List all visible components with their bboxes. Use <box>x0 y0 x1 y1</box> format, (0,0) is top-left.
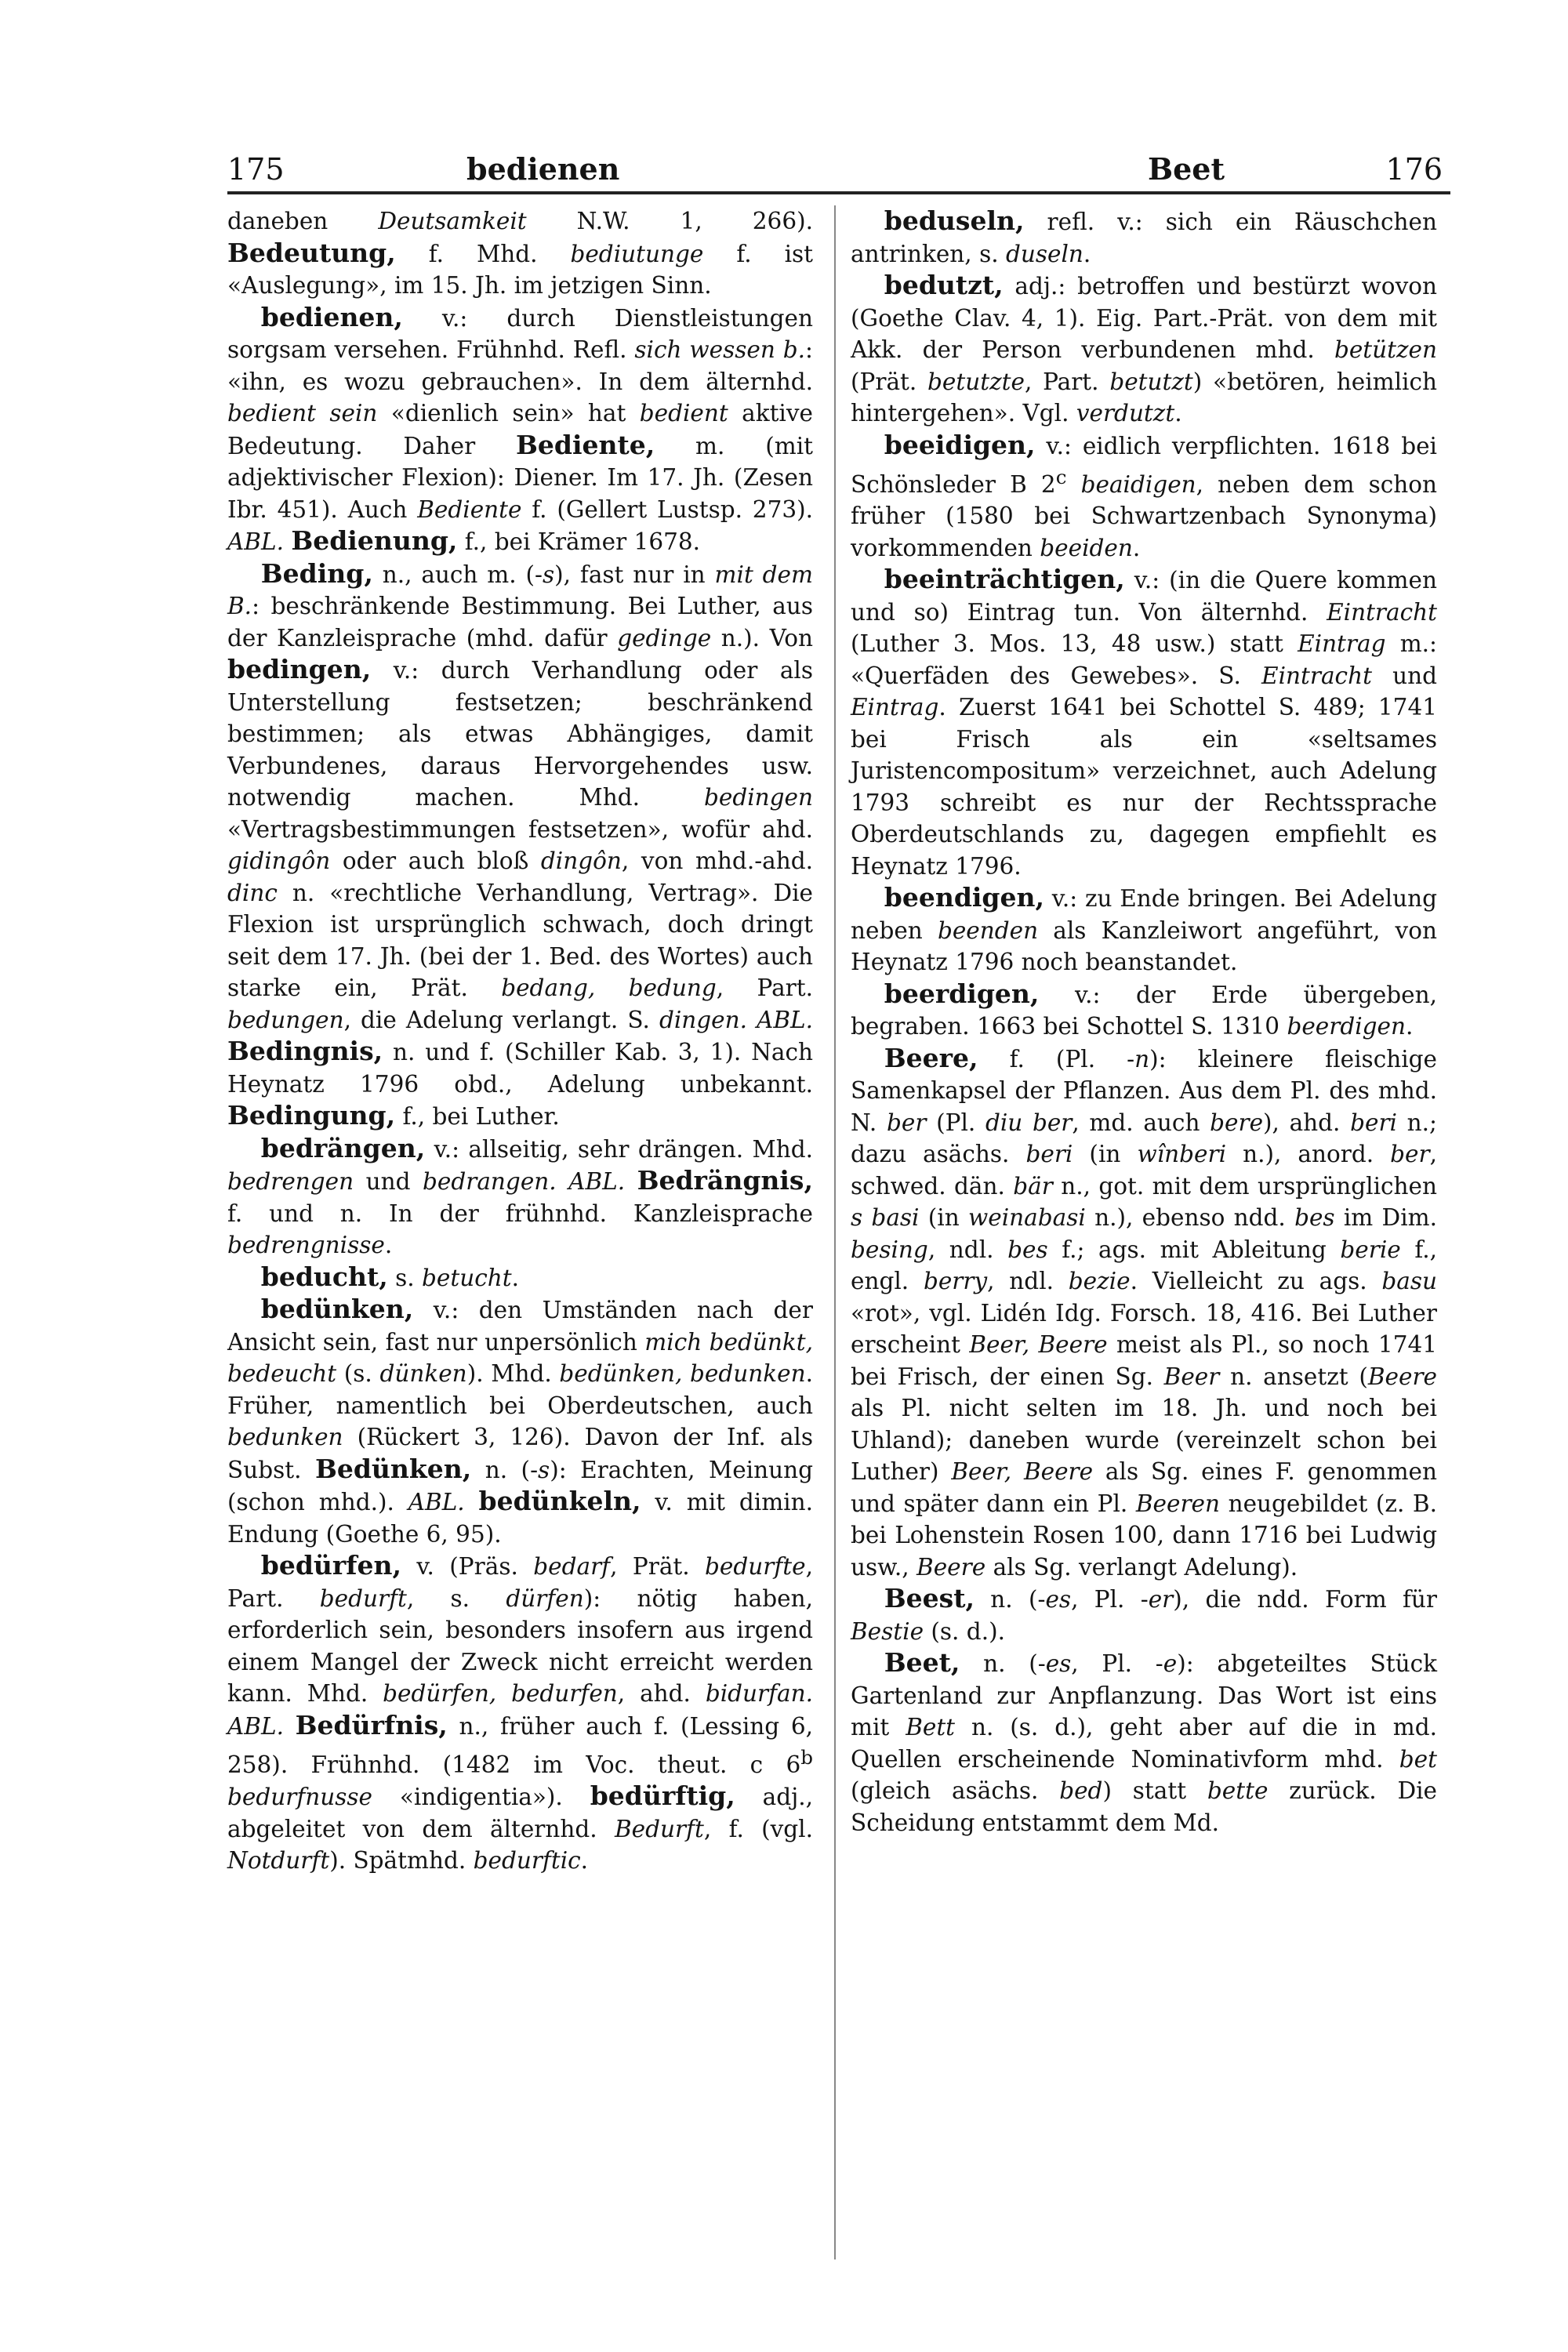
column-divider <box>834 205 836 2259</box>
left-column <box>227 205 813 1877</box>
dictionary-entry: bedürfen, v. (Präs. bedarf, Prät. bedurfte, Part. bedurft, s. dürfen): nötig haben, erforderlich sein, besonders insofern aus irgend einem Mangel der Zweck nicht erreicht werden kann. Mhd. bedürfen, bedurfen, ahd. bidurfan. ABL. Bedürfnis, n., früher auch f. (Lessing 6, 258). Frühnhd. (1482 im Voc. theut. c 6$^b$ bedurfnusse «indigentia»). bedürftig, adj., abgeleitet von dem älternhd. Bedurft, f. (vgl. Notdurft). Spätmhd. bedurftic. <box>227 1550 814 1875</box>
dictionary-entry: Beest, n. (-es, Pl. -er), die ndd. Form für Bestie (s. d.). <box>851 1583 1438 1645</box>
dictionary-entry: beerdigen, v.: der Erde übergeben, begraben. 1663 bei Schottel S. 1310 beerdigen. <box>851 978 1437 1040</box>
right-page-number: 176 <box>1385 152 1443 187</box>
dictionary-entry: daneben Deutsamkeit N.W. 1, 266). Bedeutung, f. Mhd. bediutunge f. ist «Auslegung», im 15. Jh. im jetzigen Sinn. <box>227 208 813 299</box>
dictionary-entry: beducht, s. betucht. <box>260 1261 519 1292</box>
dictionary-entry: Beet, n. (-es, Pl. -e): abgeteiltes Stück Gartenland zur Anpflanzung. Das Wort ist eins mit Bett n. (s. d.), geht aber auf die in md. Quellen erscheinende Nominativform mhd. bet (gleich asächs. bed) statt bette zurück. Die Scheidung entstammt dem Md. <box>851 1647 1438 1836</box>
dictionary-entry: beduseln, refl. v.: sich ein Räuschchen antrinken, s. duseln. <box>851 205 1437 267</box>
left-page-number: 175 <box>227 152 285 187</box>
right-column <box>851 205 1437 1838</box>
dictionary-entry: bedienen, v.: durch Dienstleistungen sorgsam versehen. Frühnhd. Refl. sich wessen b.: «ihn, es wozu gebrauchen». In dem älternhd. bedient sein «dienlich sein» hat bedient aktive Bedeutung. Daher Bediente, m. (mit adjektivischer Flexion): Diener. Im 17. Jh. (Zesen Ibr. 451). Auch Bediente f. (Gellert Lustsp. 273). ABL. Bedienung, f., bei Krämer 1678. <box>227 301 813 556</box>
dictionary-entry: Beere, f. (Pl. -n): kleinere fleischige Samenkapsel der Pflanzen. Aus dem Pl. des mhd. N. ber (Pl. diu ber, md. auch bere), ahd. beri n.; dazu asächs. beri (in wînberi n.), anord. ber, schwed. dän. bär n., got. mit dem ursprünglichen s basi (in weinabasi n.), ebenso ndd. bes im Dim. besing, ndl. bes f.; ags. mit Ableitung berie f., engl. berry, ndl. bezie. Vielleicht zu ags. basu «rot», vgl. Lidén Idg. Forsch. 18, 416. Bei Luther erscheint Beer, Beere meist als Pl., so noch 1741 bei Frisch, der einen Sg. Beer n. ansetzt (Beere als Pl. nicht selten im 18. Jh. und noch bei Uhland); daneben wurde (vereinzelt schon bei Luther) Beer, Beere als Sg. eines F. genommen und später dann ein Pl. Beeren neugebildet (z. B. bei Lohenstein Rosen 100, dann 1716 bei Ludwig usw., Beere als Sg. verlangt Adelung). <box>851 1042 1438 1581</box>
dictionary-entry: bedutzt, adj.: betroffen und bestürzt wovon (Goethe Clav. 4, 1). Eig. Part.-Prät. von dem mit Akk. der Person verbundenen mhd. betützen (Prät. betutzte, Part. betutzt) «betören, heimlich hintergehen». Vgl. verdutzt. <box>851 270 1437 426</box>
right-running-headword: Beet <box>1147 151 1225 187</box>
header-rule <box>227 191 1450 194</box>
dictionary-entry: bedünken, v.: den Umständen nach der Ansicht sein, fast nur unpersönlich mich bedünkt, bedeucht (s. dünken). Mhd. bedünken, bedunken. Früher, namentlich bei Oberdeutschen, auch bedunken (Rückert 3, 126). Davon der Inf. als Subst. Bedünken, n. (-s): Erachten, Meinung (schon mhd.). ABL. bedünkeln, v. mit dimin. Endung (Goethe 6, 95). <box>227 1294 813 1548</box>
dictionary-entry: Beding, n., auch m. (-s), fast nur in mit dem B.: beschränkende Bestimmung. Bei Luther, aus der Kanzleisprache (mhd. dafür gedinge n.). Von bedingen, v.: durch Verhandlung oder als Unterstellung festsetzen; beschränkend bestimmen; als etwas Abhängiges, damit Verbundenes, daraus Hervorgehendes usw. notwendig machen. Mhd. bedingen «Vertragsbestimmungen festsetzen», wofür ahd. gidingôn oder auch bloß dingôn, von mhd.-ahd. dinc n. «rechtliche Verhandlung, Vertrag». Die Flexion ist ursprünglich schwach, doch dringt seit dem 17. Jh. (bei der 1. Bed. des Wortes) auch starke ein, Prät. bedang, bedung, Part. bedungen, die Adelung verlangt. S. dingen. ABL. Bedingnis, n. und f. (Schiller Kab. 3, 1). Nach Heynatz 1796 obd., Adelung unbekannt. Bedingung, f., bei Luther. <box>227 557 814 1131</box>
left-running-headword: bedienen <box>466 151 620 187</box>
dictionary-entry: beeinträchtigen, v.: (in die Quere kommen und so) Eintrag tun. Von älternhd. Eintracht (Luther 3. Mos. 13, 48 usw.) statt Eintrag m.: «Querfäden des Gewebes». S. Eintracht und Eintrag. Zuerst 1641 bei Schottel S. 489; 1741 bei Frisch als ein «seltsames Juristencompositum» verzeichnet, auch Adelung 1793 schreibt es nur der Rechtssprache Oberdeutschlands zu, dagegen empfiehlt es Heynatz 1796. <box>851 564 1437 880</box>
dictionary-entry: beeidigen, v.: eidlich verpflichten. 1618 bei Schönsleder B 2$^c$ beaidigen, neben dem schon früher (1580 bei Schwartzenbach Synonyma) vorkommenden beeiden. <box>851 429 1437 561</box>
dictionary-entry: bedrängen, v.: allseitig, sehr drängen. Mhd. bedrengen und bedrangen. ABL. Bedrängnis, f. und n. In der frühnhd. Kanzleisprache bedrengnisse. <box>227 1132 813 1258</box>
page-header <box>227 132 1443 187</box>
dictionary-entry: beendigen, v.: zu Ende bringen. Bei Adelung neben beenden als Kanzleiwort angeführt, von Heynatz 1796 noch beanstandet. <box>851 882 1437 976</box>
